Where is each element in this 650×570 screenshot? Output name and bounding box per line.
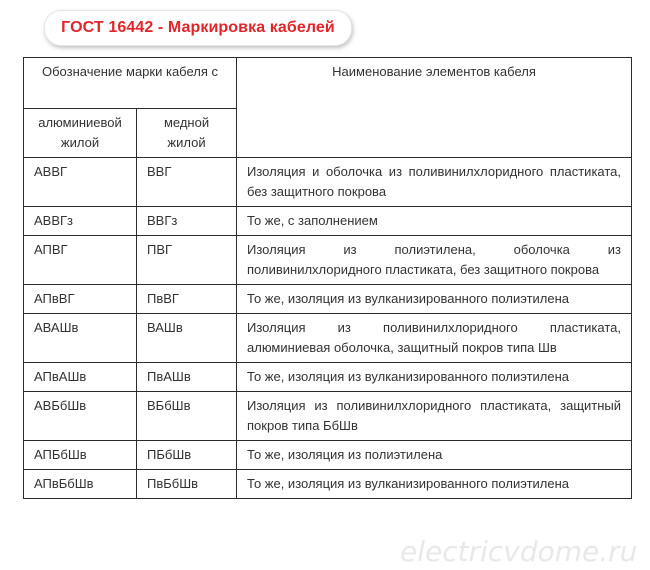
- description: То же, с заполнением: [237, 207, 632, 236]
- description: Изоляция и оболочка из поливинилхлоридного пластиката, без защитного покрова: [237, 158, 632, 207]
- description: Изоляция из полиэтилена, оболочка из поливинилхлоридного пластиката, без защитного покрова: [237, 236, 632, 285]
- description: То же, изоляция из вулканизированного полиэтилена: [237, 363, 632, 392]
- table-row: [24, 470, 632, 499]
- header-elements: Наименование элементов кабеля: [237, 58, 632, 158]
- copper-code: ПВГ: [137, 236, 237, 285]
- aluminum-code: АПвАШв: [24, 363, 137, 392]
- description: То же, изоляция из полиэтилена: [237, 441, 632, 470]
- table-row: [24, 236, 632, 285]
- aluminum-code: АВАШв: [24, 314, 137, 363]
- header-aluminum: алюминиевой жилой: [24, 109, 137, 158]
- table-row: [24, 207, 632, 236]
- aluminum-code: АВВГз: [24, 207, 137, 236]
- table-row: [24, 441, 632, 470]
- cable-marking-table: [23, 57, 632, 499]
- table-row: [24, 314, 632, 363]
- description: Изоляция из поливинилхлоридного пластиката, защитный покров типа БбШв: [237, 392, 632, 441]
- watermark: electricvdome.ru: [400, 535, 638, 568]
- aluminum-code: АПВГ: [24, 236, 137, 285]
- description: Изоляция из поливинилхлоридного пластиката, алюминиевая оболочка, защитный покров типа Шв: [237, 314, 632, 363]
- title-badge: [44, 10, 352, 46]
- aluminum-code: АПБбШв: [24, 441, 137, 470]
- copper-code: ПвАШв: [137, 363, 237, 392]
- header-copper: медной жилой: [137, 109, 237, 158]
- copper-code: ВВГ: [137, 158, 237, 207]
- table-row: [24, 363, 632, 392]
- aluminum-code: АВВГ: [24, 158, 137, 207]
- copper-code: ВАШв: [137, 314, 237, 363]
- page-title: ГОСТ 16442 - Маркировка кабелей: [61, 19, 335, 36]
- header-row-top: [24, 58, 632, 109]
- table-row: [24, 285, 632, 314]
- aluminum-code: АПвВГ: [24, 285, 137, 314]
- table-row: [24, 158, 632, 207]
- aluminum-code: АПвБбШв: [24, 470, 137, 499]
- description: То же, изоляция из вулканизированного полиэтилена: [237, 470, 632, 499]
- copper-code: ПБбШв: [137, 441, 237, 470]
- copper-code: ПвВГ: [137, 285, 237, 314]
- header-brand: Обозначение марки кабеля с: [24, 58, 237, 109]
- copper-code: ВВГз: [137, 207, 237, 236]
- description: То же, изоляция из вулканизированного полиэтилена: [237, 285, 632, 314]
- table-row: [24, 392, 632, 441]
- aluminum-code: АВБбШв: [24, 392, 137, 441]
- copper-code: ПвБбШв: [137, 470, 237, 499]
- copper-code: ВБбШв: [137, 392, 237, 441]
